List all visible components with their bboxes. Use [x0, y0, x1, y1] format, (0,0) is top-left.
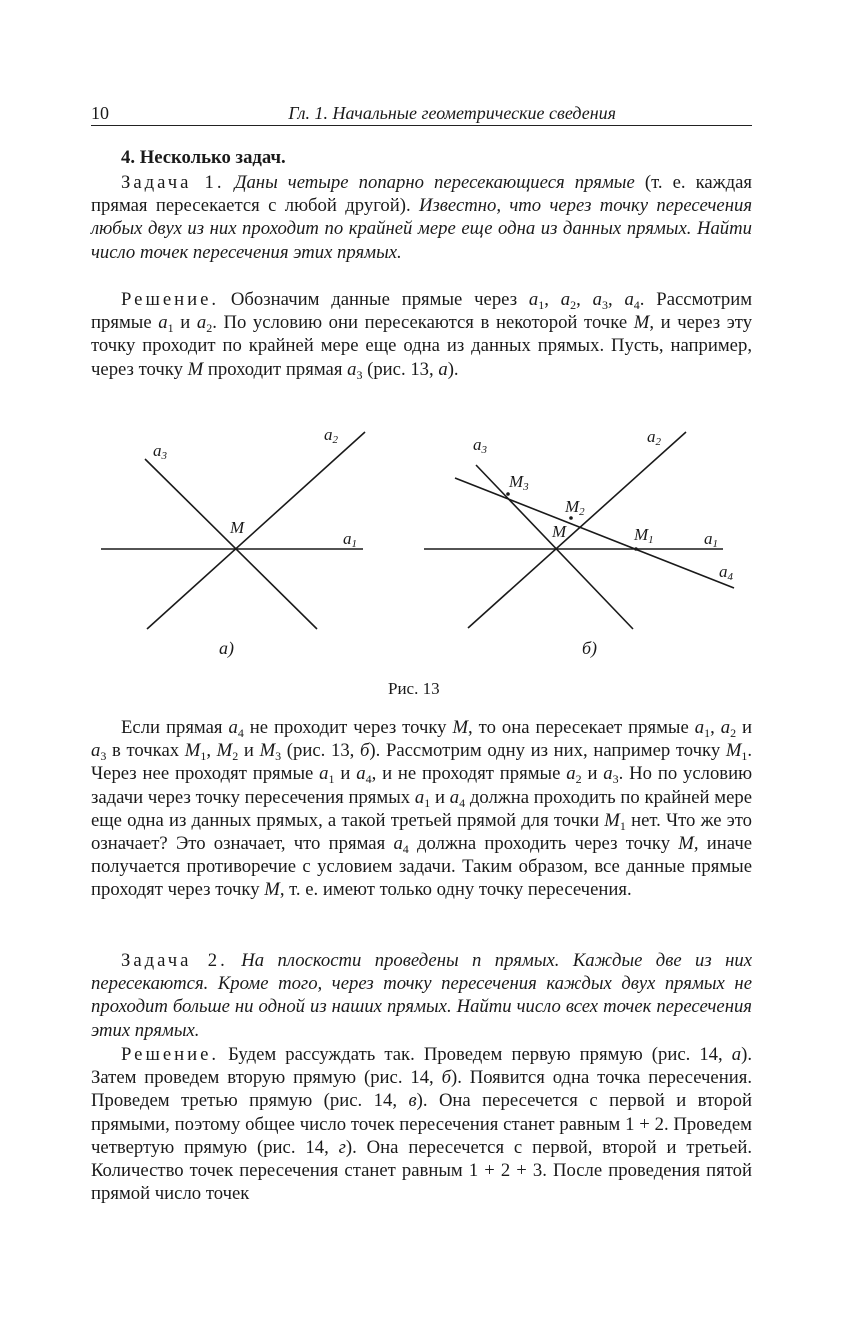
panel-a-label: а): [219, 638, 234, 658]
math-sub: 4: [633, 298, 640, 312]
math-var: M: [604, 809, 620, 831]
math-var: M: [264, 879, 280, 901]
argument-text: , и не проходят прямые: [371, 763, 561, 785]
math-var: a: [196, 312, 207, 334]
figure-13: [91, 420, 752, 660]
argument-text: должна проходить через точку: [417, 833, 671, 855]
math-var: a: [393, 833, 403, 855]
math-sub: 1: [619, 818, 626, 833]
page-number: 10: [91, 103, 109, 123]
label-a4-right: a4: [719, 562, 733, 583]
math-sub: 1: [200, 749, 207, 764]
solution-1-text: (рис. 13,: [367, 358, 434, 380]
task-1-text-a: Даны четыре попарно пересекающиеся прямые: [234, 172, 635, 193]
math-sub: 3: [612, 772, 619, 787]
solution-2-text: . После проведения пятой прямой число точек: [91, 1160, 753, 1205]
math-var: M: [725, 740, 742, 762]
math-sub: 2: [570, 298, 577, 312]
task-2-paragraph: [91, 949, 752, 1042]
section-heading: 4. Несколько задач.: [121, 147, 286, 168]
running-header: [91, 101, 752, 126]
math-sub: 1: [167, 321, 174, 336]
solution-1-text: ).: [447, 358, 459, 380]
argument-text: , т. е. имеют только одну точку пересечения.: [279, 879, 632, 901]
math-var: a: [158, 312, 168, 334]
math-var: M: [678, 833, 694, 855]
solution-1-label: Решение.: [121, 289, 220, 310]
math-var: a: [449, 786, 460, 808]
task-1-text-c: Известно, что через точку пересечения любых двух из них проходит по крайней мере еще одна из данных прямых. Найти число точек пересечения этих прямых.: [91, 195, 753, 263]
figure-ref: б: [360, 740, 370, 762]
math-sub: 1: [538, 298, 545, 312]
figure-ref: в: [408, 1090, 417, 1112]
argument-text: . Через нее проходят прямые: [91, 740, 753, 785]
task-2-text: прямых. Каждые две из них пересекаются. Кроме того, через точку пересечения каждых двух прямых не проходит больше ни одной из наших прямых. Найти число всех точек пересечения этих прямых.: [91, 950, 753, 1041]
solution-2-label: Решение.: [121, 1044, 220, 1065]
argument-text: . Но по условию задачи через точку пересечения прямых: [91, 763, 753, 808]
math-sub: 2: [206, 321, 213, 336]
label-a3-left: a3: [153, 441, 167, 462]
argument-text: и: [435, 786, 446, 808]
solution-2-text: ). Затем проведем вторую прямую (рис. 14,: [91, 1044, 753, 1089]
argument-text: нет. Что же это означает? Это означает, что прямая: [91, 809, 752, 855]
point-M2: [569, 516, 573, 520]
label-M1: M1: [634, 525, 654, 546]
math-sub: 2: [575, 772, 582, 787]
math-var: n: [472, 950, 482, 971]
label-a2-right: a2: [647, 427, 661, 448]
solution-2-text: . Проведем четвертую прямую (рис. 14,: [91, 1113, 752, 1158]
figure-ref: а: [731, 1044, 742, 1065]
math-var: a: [566, 763, 576, 785]
solution-1-text: Рассмотрим прямые: [91, 289, 753, 334]
argument-text: не проходит через точку: [249, 717, 447, 738]
argument-text: , иначе получается противоречие с условием задачи. Таким образом, все данные прямые проходят через точку: [91, 833, 753, 901]
math-sub: 3: [601, 298, 608, 312]
math-sub: 3: [275, 749, 282, 764]
solution-1-text: и: [180, 312, 191, 334]
math-sub: 3: [100, 749, 107, 764]
math-var: a: [694, 717, 705, 738]
label-a2-left: a2: [324, 425, 338, 446]
math-var: a: [603, 763, 613, 785]
solution-2-text: ). Появится одна точка пересечения. Проведем третью прямую (рис. 14,: [91, 1067, 752, 1112]
math-var: M: [452, 717, 469, 738]
math-var: a: [414, 786, 425, 808]
line-a2-right: [468, 432, 686, 628]
task-2-text: На плоскости проведены: [241, 950, 459, 971]
solution-1-text: , и через эту точку проходит по крайней мере еще одна из данных прямых. Пусть, например, через точку: [91, 312, 753, 380]
figure-ref: г: [338, 1136, 346, 1158]
argument-text: и: [742, 717, 753, 738]
math-var: a: [720, 717, 731, 738]
label-a1-left: a1: [343, 529, 357, 550]
math-sub: 1: [704, 726, 711, 740]
math-var: M: [184, 740, 201, 762]
solution-2-paragraph: [91, 1043, 752, 1205]
argument-text: в точках: [112, 740, 180, 762]
math-sub: 1: [424, 795, 431, 810]
math-sub: 3: [356, 367, 363, 382]
line-a3-right: [476, 465, 633, 629]
argument-text: ). Рассмотрим одну из них, например точку: [369, 740, 721, 762]
label-M-right: M: [552, 522, 567, 541]
math-sub: 2: [232, 749, 239, 764]
label-M-left: M: [230, 518, 245, 537]
math-sub: 1: [328, 772, 335, 787]
math-expression: 1 + 2: [625, 1113, 664, 1135]
line-a3-left: [145, 459, 317, 629]
figure-ref: а: [438, 358, 448, 380]
math-sub: 4: [365, 772, 372, 787]
math-var: a: [592, 289, 602, 310]
label-a1-right: a1: [704, 529, 718, 550]
math-var: a: [91, 740, 101, 762]
math-var: M: [259, 740, 276, 762]
label-M2: M2: [565, 497, 585, 518]
label-a3-right: a3: [473, 435, 487, 456]
panel-b-label: б): [582, 638, 598, 658]
argument-paragraph: Если прямая $a_4$ не проходит через точку M, то она пересекает прямые $a_1$, $a_2$ и $a_3$ в точках $M_1$, $M_2$ и $M_3$ (рис. 13, б). Рассмотрим одну из них, например точку $M_1$. Через нее проходят прямые $a_1$ и $a_4$, и не проходят прямые $a_2$ и $a_3$. Но по условию задачи через точку пересечения прямых $a_1$ и $a_4$ должна проходить по крайней мере еще одна из данных прямых, а такой третьей прямой для точки $M_1$ нет. Что же это означает? Это означает, что прямая $a_4$ должна проходить через точку M, иначе получается противоречие с условием задачи. Таким образом, все данные прямые проходят через точку M, т. е. имеют только одну точку пересечения.: [91, 717, 753, 901]
solution-2-text: ). Она пересечется с первой, второй и третьей. Количество точек пересечения станет равным: [91, 1136, 753, 1182]
math-var: a: [624, 289, 634, 310]
argument-text: (рис. 13,: [286, 740, 355, 762]
solution-1-text: проходит прямая: [207, 358, 343, 380]
point-M1: [634, 547, 638, 551]
math-var: M: [187, 358, 204, 380]
line-a4-right: [455, 478, 734, 588]
solution-1-text: . По условию они пересекаются в некоторой точке: [212, 312, 628, 334]
argument-text: и: [340, 763, 351, 785]
task-1-text-b: (т. е. каждая прямая пересекается с любой другой).: [91, 172, 753, 217]
math-sub: 2: [730, 726, 737, 740]
math-var: M: [216, 740, 233, 762]
point-M3: [506, 492, 510, 496]
solution-1-text: Обозначим данные прямые через: [230, 289, 518, 310]
figure-caption: Рис. 13: [388, 679, 440, 698]
task-1-paragraph: [91, 171, 752, 264]
math-var: a: [347, 358, 357, 380]
math-var: M: [633, 312, 650, 334]
math-var: a: [319, 763, 329, 785]
running-title: Гл. 1. Начальные геометрические сведения: [288, 103, 616, 123]
solution-1-paragraph: Решение. Обозначим данные прямые через $a_1$, $a_2$, $a_3$, $a_4$. Рассмотрим прямые $a_1$ и $a_2$. По условию они пересекаются в некоторой точке M, и через эту точку проходит по крайней мере еще одна из данных прямых. Пусть, например, через точку M проходит прямая $a_3$ (рис. 13, а).: [91, 289, 753, 382]
task-1-label: Задача 1.: [121, 172, 225, 193]
math-sub: 4: [459, 795, 466, 810]
math-var: a: [356, 763, 366, 785]
math-var: a: [528, 289, 539, 310]
argument-text: и: [243, 740, 254, 762]
argument-text: должна проходить по крайней мере еще одна из данных прямых, а такой третьей прямой для точки: [91, 786, 753, 831]
math-var: a: [228, 717, 238, 738]
line-a2-left: [147, 432, 365, 629]
solution-2-text: ). Она пересечется с первой и второй прямыми, поэтому общее число точек пересечения станет равным: [91, 1090, 752, 1135]
math-var: a: [560, 289, 571, 310]
math-expression: 1 + 2 + 3: [468, 1160, 543, 1182]
argument-text: и: [587, 763, 598, 785]
figure-ref: б: [441, 1067, 451, 1089]
math-sub: 1: [741, 749, 748, 764]
solution-2-text: Будем рассуждать так. Проведем первую прямую (рис. 14,: [228, 1044, 723, 1065]
argument-text: Если прямая: [121, 717, 223, 738]
task-2-label: Задача 2.: [121, 950, 228, 971]
argument-text: , то она пересекает прямые: [468, 717, 689, 738]
math-sub: 4: [237, 726, 244, 740]
math-sub: 4: [402, 842, 409, 857]
label-M3: M3: [509, 472, 529, 493]
